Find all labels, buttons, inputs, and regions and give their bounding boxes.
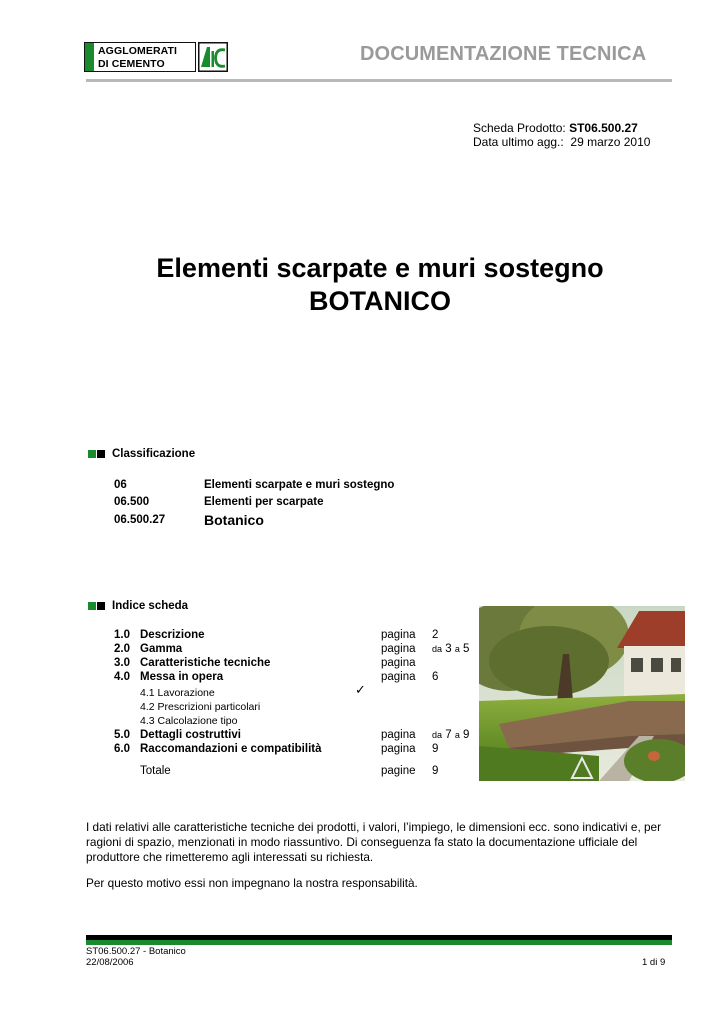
aic-logo-icon [198, 42, 228, 72]
footer-doc-id: ST06.500.27 - Botanico [86, 946, 186, 957]
page-number: 1 di 9 [642, 957, 666, 968]
document-type-title: DOCUMENTAZIONE TECNICA [360, 43, 647, 65]
totale-value: 9 [432, 765, 439, 777]
product-sheet-line [473, 121, 638, 136]
scheda-value: ST06.500.27 [569, 121, 638, 135]
idx-title-1: Descrizione [140, 629, 205, 641]
update-date-line [473, 135, 650, 150]
idx-title-6: Raccomandazioni e compatibilità [140, 743, 322, 755]
date-label: Data ultimo agg.: [473, 135, 564, 149]
logo-text [98, 45, 177, 70]
totale-label: Totale [140, 765, 171, 777]
idx-title-2: Gamma [140, 643, 183, 655]
date-value: 29 marzo 2010 [570, 135, 651, 149]
green-black-square-icon [88, 450, 105, 458]
classificazione-heading: Classificazione [112, 448, 196, 460]
cls-desc-3: Botanico [204, 512, 264, 528]
idx-pagina-5: pagina [381, 729, 416, 741]
idx-sub-4-3: 4.3 Calcolazione tipo [140, 715, 238, 727]
responsibility-note: Per questo motivo essi non impegnano la nostra responsabilità. [86, 876, 418, 890]
totale-pagine: pagine [381, 765, 416, 777]
main-title-line2: BOTANICO [309, 286, 451, 316]
logo-line1: AGGLOMERATI [98, 45, 178, 57]
idx-num-6: 6.0 [114, 743, 130, 755]
idx-pagina-3: pagina [381, 657, 416, 669]
idx-pagina-6: pagina [381, 743, 416, 755]
company-logo [84, 42, 196, 72]
idx-pages-1: 2 [432, 629, 439, 641]
main-title-line1: Elementi scarpate e muri sostegno [156, 253, 604, 283]
cls-code-1: 06 [114, 479, 127, 491]
idx-range-5: da 7 a 9 [432, 729, 470, 741]
idx-pagina-2: pagina [381, 643, 416, 655]
idx-pages-4: 6 [432, 671, 439, 683]
idx-num-1: 1.0 [114, 629, 130, 641]
idx-num-3: 3.0 [114, 657, 130, 669]
main-title [0, 252, 724, 318]
logo-green-bar [85, 43, 94, 71]
idx-title-4: Messa in opera [140, 671, 224, 683]
idx-pagina-4: pagina [381, 671, 416, 683]
footer-info [86, 946, 186, 968]
green-black-square-icon [88, 602, 105, 610]
footer-green-rule [86, 940, 672, 945]
cls-desc-2: Elementi per scarpate [204, 496, 324, 508]
logo-line2: DI CEMENTO [98, 57, 165, 70]
disclaimer-paragraph: I dati relativi alle caratteristiche tecniche dei prodotti, i valori, l’impiego, le dimensioni ecc. sono indicativi e, per ragioni di spazio, menzionati in modo riassuntivo. Di conseguenza fa stato la documentazione ufficiale del produttore che rimetteremo agli interessati su richiesta. [86, 820, 662, 864]
idx-num-2: 2.0 [114, 643, 130, 655]
footer-date: 22/08/2006 [86, 957, 134, 968]
idx-title-5: Dettagli costruttivi [140, 729, 241, 741]
cls-code-3: 06.500.27 [114, 514, 166, 526]
indice-heading: Indice scheda [112, 600, 189, 612]
idx-sub-4-1: 4.1 Lavorazione [140, 687, 215, 699]
idx-title-3: Caratteristiche tecniche [140, 657, 271, 669]
idx-sub-4-2: 4.2 Prescrizioni particolari [140, 701, 261, 713]
idx-num-4: 4.0 [114, 671, 130, 683]
cls-desc-1: Elementi scarpate e muri sostegno [204, 479, 395, 491]
cls-code-2: 06.500 [114, 496, 150, 508]
checkmark-icon: ✓ [355, 683, 366, 698]
header-divider [86, 79, 672, 82]
scheda-label: Scheda Prodotto: [473, 121, 566, 135]
idx-pages-6: 9 [432, 743, 439, 755]
idx-range-2: da 3 a 5 [432, 643, 470, 655]
idx-pagina-1: pagina [381, 629, 416, 641]
idx-num-5: 5.0 [114, 729, 130, 741]
product-photo [479, 606, 685, 781]
